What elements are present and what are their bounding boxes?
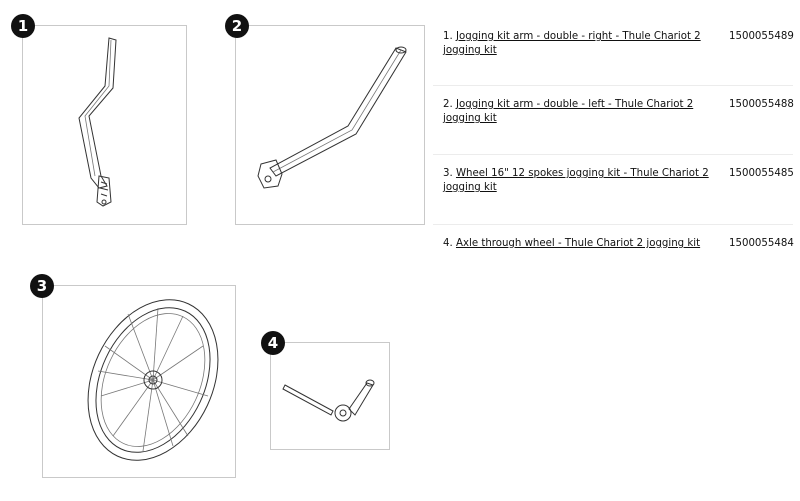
part-image-panel-2[interactable] xyxy=(235,25,425,225)
parts-list xyxy=(433,18,793,265)
part-link[interactable]: Jogging kit arm - double - right - Thule Chariot 2 jogging kit xyxy=(443,31,701,56)
jogging-arm-left-illustration xyxy=(236,26,426,226)
part-description xyxy=(443,237,723,251)
part-link[interactable]: Jogging kit arm - double - left - Thule Chariot 2 jogging kit xyxy=(443,99,694,124)
part-description xyxy=(443,167,723,195)
callout-badge-4: 4 xyxy=(261,331,285,355)
part-description xyxy=(443,30,723,58)
part-link[interactable]: Axle through wheel - Thule Chariot 2 jogging kit xyxy=(455,238,701,249)
part-number: 1500055484 xyxy=(729,238,794,249)
part-row xyxy=(433,155,793,225)
part-number: 1500055489 xyxy=(729,31,794,42)
part-image-panel-1[interactable] xyxy=(22,25,187,225)
part-index: 4. xyxy=(443,238,453,249)
axle-illustration xyxy=(271,343,391,451)
callout-badge-3: 3 xyxy=(30,274,54,298)
part-number: 1500055485 xyxy=(729,168,794,179)
part-image-panel-4[interactable] xyxy=(270,342,390,450)
part-link[interactable]: Wheel 16" 12 spokes jogging kit - Thule Chariot 2 jogging kit xyxy=(443,168,709,193)
part-index: 1. xyxy=(443,31,453,42)
part-index: 2. xyxy=(443,99,453,110)
wheel-illustration xyxy=(43,286,237,479)
part-index: 3. xyxy=(443,168,453,179)
part-row xyxy=(433,86,793,155)
part-number: 1500055488 xyxy=(729,99,794,110)
jogging-arm-right-illustration xyxy=(23,26,188,226)
callout-badge-1: 1 xyxy=(11,14,35,38)
part-description xyxy=(443,98,723,126)
callout-badge-2: 2 xyxy=(225,14,249,38)
part-image-panel-3[interactable] xyxy=(42,285,236,478)
part-row xyxy=(433,18,793,86)
part-row xyxy=(433,225,793,265)
